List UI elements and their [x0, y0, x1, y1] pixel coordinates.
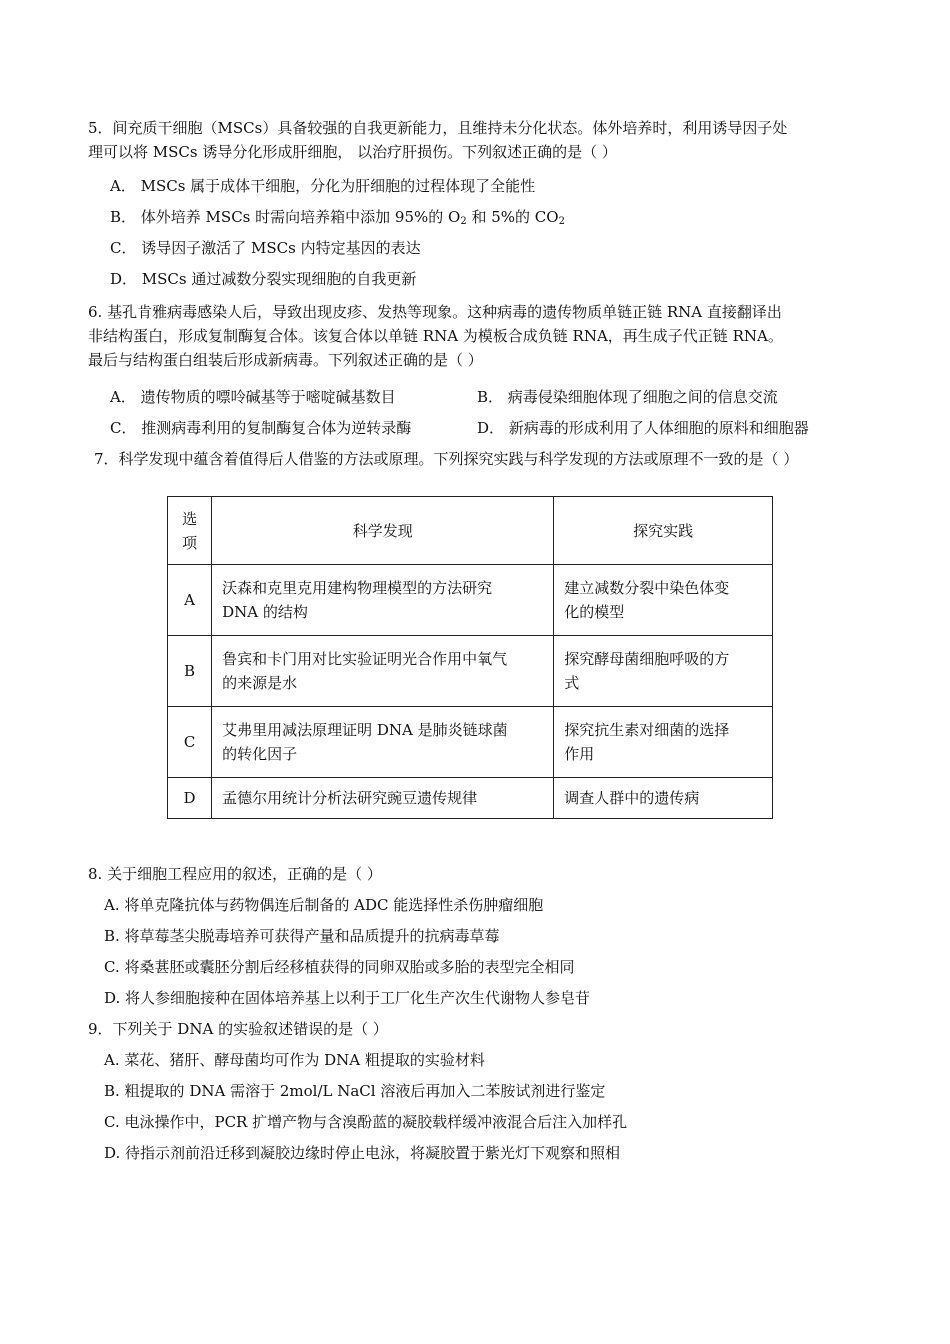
- question-5-option-b: [110, 205, 565, 229]
- row-discovery-line-1: 艾弗里用减法原理证明 DNA 是肺炎链球菌: [222, 721, 508, 739]
- question-7-table: [167, 496, 773, 819]
- row-discovery: [212, 636, 554, 707]
- row-discovery-line-2: 的转化因子: [222, 745, 298, 763]
- row-practice-line-2: 化的模型: [564, 603, 625, 621]
- o2-subscript: 2: [460, 216, 467, 227]
- row-option: A: [168, 565, 212, 636]
- question-5-stem: [88, 116, 868, 164]
- question-6-option-d: D． 新病毒的形成利用了人体细胞的原料和细胞器: [477, 419, 809, 437]
- question-6-stem: [88, 300, 868, 372]
- question-6-option-c: C． 推测病毒利用的复制酶复合体为逆转录酶: [110, 419, 412, 437]
- row-practice: [554, 707, 773, 778]
- question-6-option-a: A． 遗传物质的嘌呤碱基等于嘧啶碱基数目: [110, 388, 396, 406]
- header-option: [168, 497, 212, 565]
- question-6-line-2: 非结构蛋白，形成复制酶复合体。该复合体以单链 RNA 为模板合成负链 RNA，再生成子代正链 RNA。: [88, 327, 783, 345]
- row-discovery-line-2: 的来源是水: [222, 674, 298, 692]
- table-header-row: [168, 497, 773, 565]
- question-9-stem: 9．下列关于 DNA 的实验叙述错误的是（ ）: [88, 1020, 388, 1038]
- question-7-stem: 7．科学发现中蕴含着值得后人借鉴的方法或原理。下列探究实践与科学发现的方法或原理不一致的是（ ）: [94, 450, 799, 468]
- question-8-option-b: B. 将草莓茎尖脱毒培养可获得产量和品质提升的抗病毒草莓: [104, 927, 500, 945]
- header-discovery: 科学发现: [212, 497, 554, 565]
- row-option: C: [168, 707, 212, 778]
- row-discovery: [212, 565, 554, 636]
- question-9-option-d: D. 待指示剂前沿迁移到凝胶边缘时停止电泳，将凝胶置于紫光灯下观察和照相: [104, 1144, 621, 1162]
- question-5-option-c: C． 诱导因子激活了 MSCs 内特定基因的表达: [110, 239, 421, 257]
- header-option-line-2: 项: [182, 533, 198, 552]
- row-discovery-line-1: 沃森和克里克用建构物理模型的方法研究: [222, 579, 493, 597]
- row-discovery-line-2: DNA 的结构: [222, 603, 308, 621]
- question-5-option-a: A． MSCs 属于成体干细胞，分化为肝细胞的过程体现了全能性: [110, 177, 536, 195]
- row-practice-line-1: 探究抗生素对细菌的选择: [564, 721, 730, 739]
- row-practice-line-1: 建立减数分裂中染色体变: [564, 579, 730, 597]
- row-practice: [554, 565, 773, 636]
- question-6-line-1: 6. 基孔肯雅病毒感染人后，导致出现皮疹、发热等现象。这种病毒的遗传物质单链正链 RNA 直接翻译出: [88, 303, 782, 321]
- header-option-line-1: 选: [182, 509, 198, 528]
- table-row: [168, 778, 773, 819]
- question-5-line-1: 5．间充质干细胞（MSCs）具备较强的自我更新能力，且维持未分化状态。体外培养时，利用诱导因子处: [88, 119, 788, 137]
- question-8-option-d: D. 将人参细胞接种在固体培养基上以利于工厂化生产次生代谢物人参皂苷: [104, 989, 591, 1007]
- row-practice-line-2: 作用: [564, 745, 595, 763]
- co2-subscript: 2: [558, 216, 565, 227]
- row-practice: 调查人群中的遗传病: [554, 778, 773, 819]
- table-row: [168, 707, 773, 778]
- question-5-line-2: 理可以将 MSCs 诱导分化形成肝细胞， 以治疗肝损伤。下列叙述正确的是（ ）: [88, 143, 617, 161]
- header-practice: 探究实践: [554, 497, 773, 565]
- question-6-option-b: B． 病毒侵染细胞体现了细胞之间的信息交流: [477, 388, 778, 406]
- question-5-option-b-mid: 和 5%的 CO: [466, 208, 559, 226]
- question-8-option-a: A. 将单克隆抗体与药物偶连后制备的 ADC 能选择性杀伤肿瘤细胞: [104, 896, 544, 914]
- table-row: [168, 565, 773, 636]
- table-row: [168, 636, 773, 707]
- row-discovery: 孟德尔用统计分析法研究豌豆遗传规律: [212, 778, 554, 819]
- question-5-option-d: D． MSCs 通过减数分裂实现细胞的自我更新: [110, 270, 417, 288]
- question-9-option-c: C. 电泳操作中，PCR 扩增产物与含溴酚蓝的凝胶载样缓冲液混合后注入加样孔: [104, 1113, 628, 1131]
- question-8-option-c: C. 将桑葚胚或囊胚分割后经移植获得的同卵双胎或多胎的表型完全相同: [104, 958, 575, 976]
- row-practice-line-2: 式: [564, 674, 580, 692]
- question-6-line-3: 最后与结构蛋白组装后形成新病毒。下列叙述正确的是（ ）: [88, 351, 483, 369]
- row-practice: [554, 636, 773, 707]
- question-9-option-a: A. 菜花、猪肝、酵母菌均可作为 DNA 粗提取的实验材料: [104, 1051, 485, 1069]
- row-option: D: [168, 778, 212, 819]
- question-8-stem: 8. 关于细胞工程应用的叙述，正确的是（ ）: [88, 865, 382, 883]
- row-option: B: [168, 636, 212, 707]
- question-5-option-b-text: B． 体外培养 MSCs 时需向培养箱中添加 95%的 O: [110, 208, 461, 226]
- row-discovery: [212, 707, 554, 778]
- row-discovery-line-1: 鲁宾和卡门用对比实验证明光合作用中氧气: [222, 650, 508, 668]
- row-practice-line-1: 探究酵母菌细胞呼吸的方: [564, 650, 730, 668]
- question-9-option-b: B. 粗提取的 DNA 需溶于 2mol/L NaCl 溶液后再加入二苯胺试剂进行鉴定: [104, 1082, 606, 1100]
